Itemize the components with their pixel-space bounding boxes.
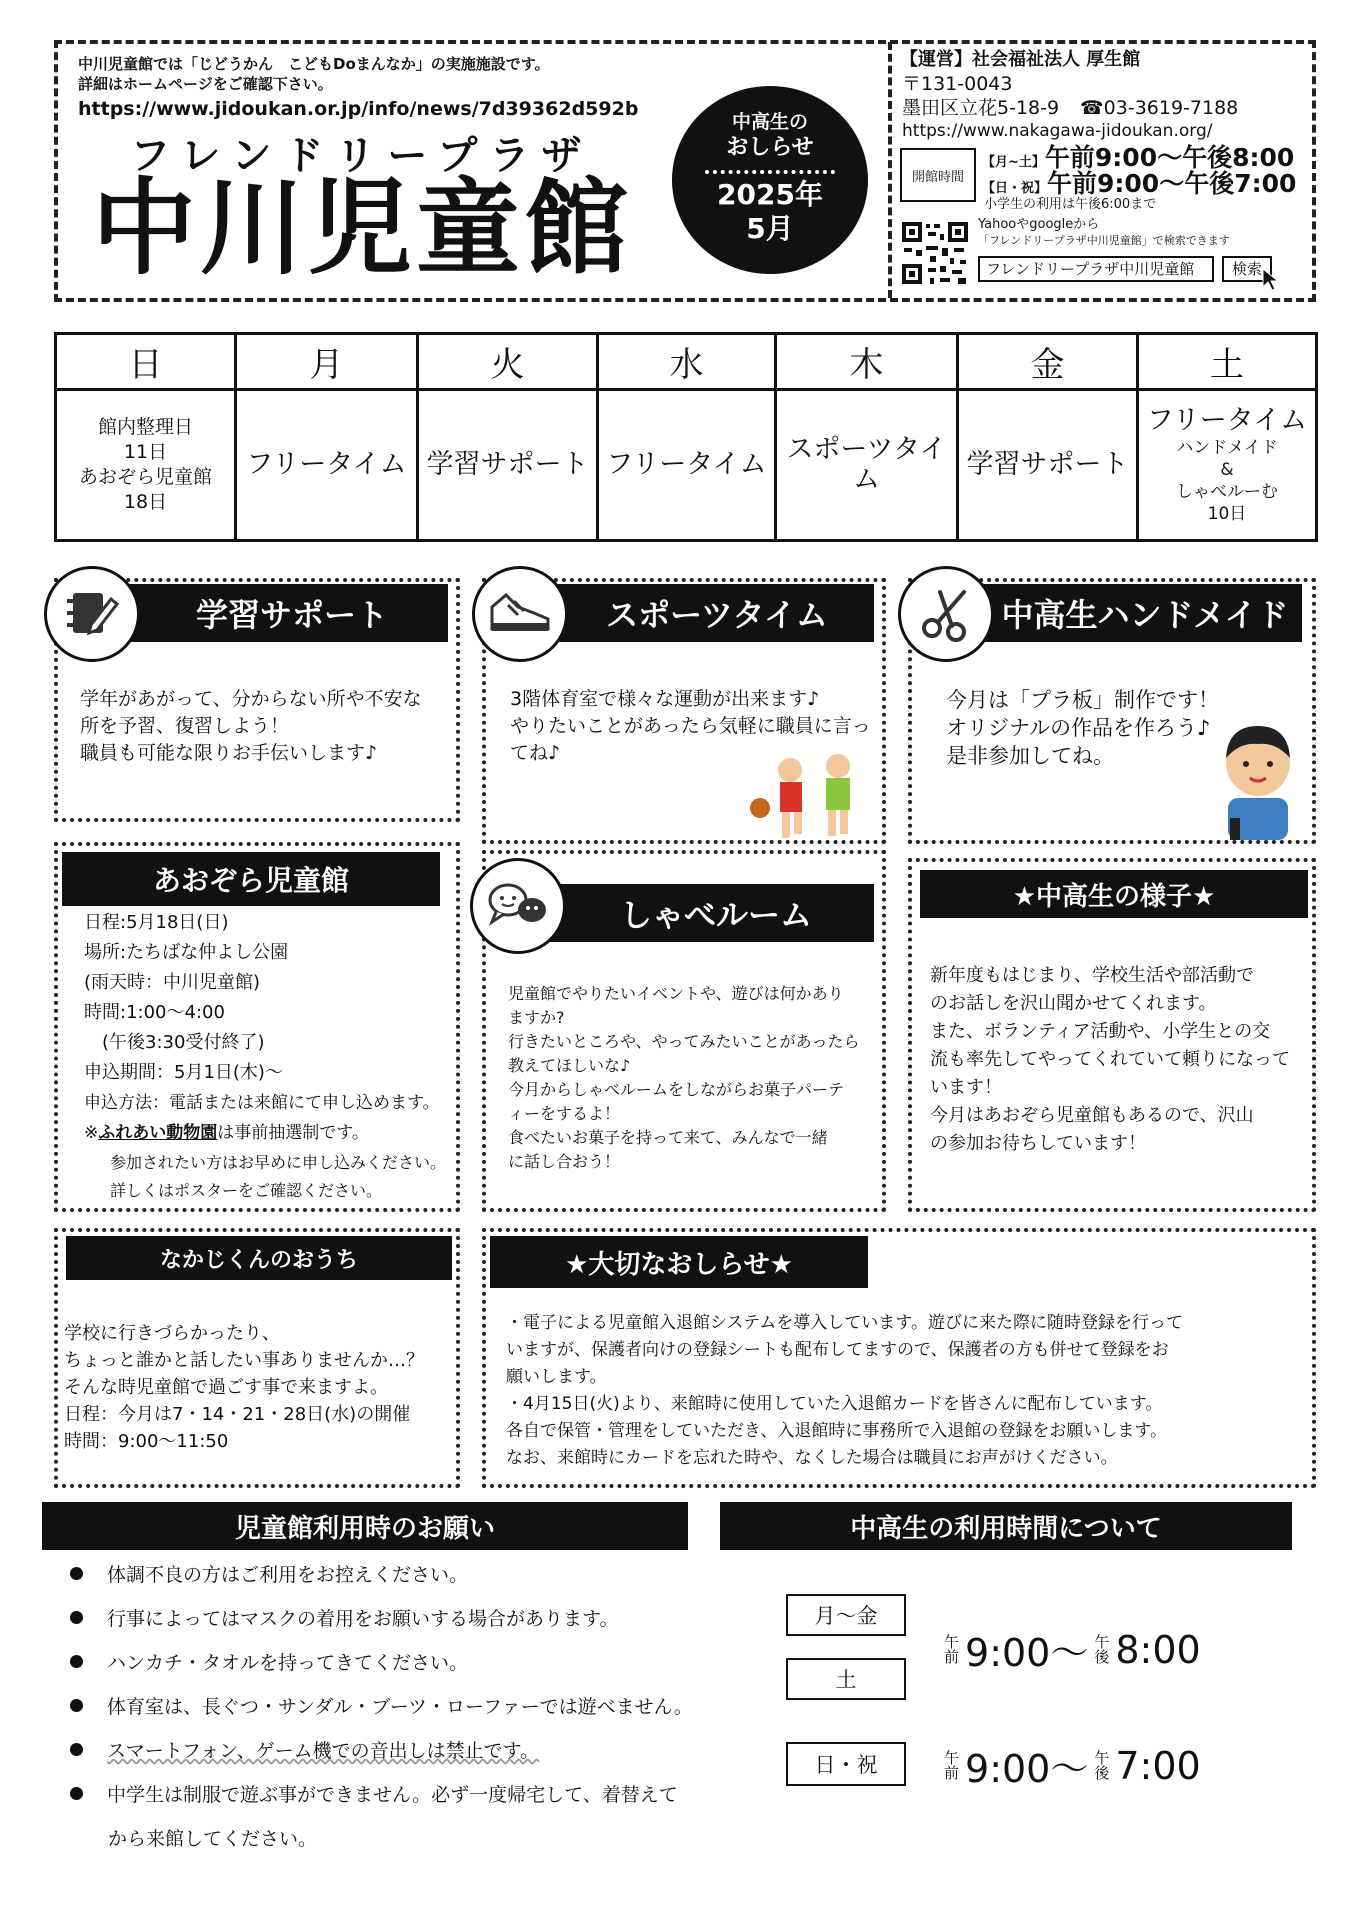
nakaji-title: なかじくんのおうち [159,1247,358,1273]
list-item [66,1604,693,1648]
aozora-line1: 日程:5月18日(日) [84,912,229,933]
aozora-line7: 申込方法：電話または来館にて申し込めます。 [84,1093,440,1113]
request-text: ハンカチ・タオルを持ってきてください。 [107,1652,469,1674]
header-notice-line1: 中川児童館では「じどうかん こどもDoまんなか」の実施施設です。 [78,55,550,73]
page-subtitle: フレンドリープラザ [130,133,594,179]
usage-sat-label [786,1658,906,1700]
important-title-bar [490,1236,868,1288]
nakaji-line2: ちょっと誰かと話したい事ありませんか…？ [64,1350,424,1371]
request-text: 行事によってはマスクの着用をお願いする場合があります。 [107,1608,619,1630]
list-item [66,1780,693,1824]
sports-text-line2: やりたいことがあったら気軽に職員に言っ [510,715,871,737]
students-line5: います！ [930,1077,1002,1098]
weekday-thu: 木 [776,334,958,390]
list-item [66,1692,693,1736]
activity-sun [56,390,236,541]
operator: 【運営】社会福祉法人 厚生館 [900,49,1141,70]
shaberoom-line6: ィーをするよ！ [508,1104,621,1123]
aozora-line6: 申込期間：5月1日(木)～ [84,1062,283,1083]
activity-sat-line1: フリータイム [1146,405,1308,436]
activity-sat-line5: 10日 [1207,504,1247,524]
weekday-wed: 水 [598,334,776,390]
search-input[interactable] [978,256,1214,282]
students-line2: のお話しを沢山聞かせてくれます。 [930,993,1217,1014]
shaberoom-line2: ますか? [508,1008,565,1027]
handmade-text-line1: 今月は「プラ板」制作です！ [946,688,1219,712]
nakaji-line1: 学校に行きづらかったり、 [64,1323,280,1344]
badge-line1: 中高生の [731,111,808,133]
activity-thu: スポーツタイム [776,390,958,541]
hours-holiday-label: 【日・祝】 [982,181,1048,196]
badge-month: 5月 [746,212,794,245]
usage-title-bar [720,1502,1292,1550]
pm-mark: 午 後 [1094,1748,1110,1782]
hours-label-box [900,148,976,202]
usage-weekday-label [786,1594,906,1636]
list-item-continuation [66,1824,693,1868]
qr-code-icon[interactable] [900,220,970,286]
requests-title: 児童館利用時のお願い [234,1513,495,1544]
page-title: 中川児童館 [92,167,633,289]
boy-crafting-illustration [1216,722,1300,840]
important-line5: 各自で保管・管理をしていただき、入退館時に事務所で入退館の登録をお願いします。 [506,1421,1167,1441]
shaberoom-line8: に話し合おう！ [508,1152,621,1171]
study-support-title: 学習サポート [195,596,388,634]
students-title: ★中高生の様子★ [1012,881,1216,912]
sports-time-title: スポーツタイム [606,596,828,634]
list-item [66,1736,693,1780]
header-notice-line2: 詳細はホームページをご確認下さい。 [78,75,333,93]
usage-time2-end: 7:00 [1115,1743,1201,1788]
cursor-icon [1262,268,1280,296]
handmade-title: 中高生ハンドメイド [1001,596,1289,634]
aozora-line5: (午後3:30受付終了) [84,1032,265,1053]
aozora-line3: (雨天時：中川児童館) [84,972,261,993]
shaberoom-title-bar [518,884,874,942]
basketball-kids-illustration [742,750,874,850]
aozora-note3: 詳しくはポスターをご確認ください。 [110,1181,383,1200]
weekly-schedule-table [54,332,1318,542]
activity-sat-line4: しゃべルーむ [1176,482,1278,502]
usage-holiday-label [786,1742,906,1786]
shaberoom-line4: 教えてほしいな♪ [508,1056,631,1075]
usage-time1-start: 9:00～ [965,1631,1089,1675]
bullet-icon [70,1567,83,1580]
hours-weekday-label: 【月~土】 [982,155,1045,170]
aozora-note1 [84,1118,369,1148]
requests-list [66,1560,693,1868]
students-title-bar [920,870,1308,918]
activity-mon: フリータイム [236,390,418,541]
handmade-title-bar [958,584,1302,642]
hours-weekday-time: 午前9:00～午後8:00 [1044,143,1295,172]
shaberoom-line1: 児童館でやりたいイベントや、遊びは何かあり [508,984,844,1003]
aozora-title-bar [62,852,440,906]
activity-sun-line2: 11日 [123,441,168,463]
phone[interactable]: ☎03-3619-7188 [1080,97,1239,119]
list-item [66,1648,693,1692]
weekday-fri: 金 [958,334,1138,390]
nakaji-line3: そんな時児童館で過ごす事で来ますよ。 [64,1377,388,1398]
request-text: 体育室は、長ぐつ・サンダル・ブーツ・ローファーでは遊べません。 [107,1696,693,1718]
am-mark: 午 前 [944,1748,960,1782]
scissors-icon [898,566,994,662]
shaberoom-line5: 今月からしゃべルームをしながらお菓子パーテ [508,1080,845,1099]
activity-fri: 学習サポート [958,390,1138,541]
chat-bubbles-icon [470,858,566,954]
handmade-text-line2: オリジナルの作品を作ろう♪ [946,716,1211,740]
aozora-note-prefix: ※ [84,1123,99,1143]
usage-sat-text: 土 [835,1668,857,1692]
bullet-icon [70,1699,83,1712]
study-support-title-bar [96,584,448,642]
shaberoom-line7: 食べたいお菓子を持って来て、みんなで一緒 [508,1128,828,1147]
weekday-activity-row [56,390,1317,541]
activity-sun-line4: 18日 [123,491,168,513]
study-text-line2: 所を予習、復習しよう！ [80,715,290,737]
usage-time1-end: 8:00 [1115,1627,1201,1672]
activity-tue: 学習サポート [418,390,598,541]
usage-holiday-text: 日・祝 [814,1753,878,1777]
sports-time-title-bar [520,584,874,642]
aozora-title: あおぞら児童館 [152,864,349,897]
aozora-line4: 時間:1:00～4:00 [84,1002,225,1023]
postal-code: 〒131-0043 [902,73,1013,95]
am-mark: 午 前 [944,1632,960,1666]
badge-year: 2025年 [717,178,823,211]
important-line6: なお、来館時にカードを忘れた時や、なくした場合は職員にお声がけください。 [506,1448,1118,1468]
important-line1: ・電子による児童館入退館システムを導入しています。遊びに来た際に随時登録を行って [506,1313,1183,1333]
badge-divider [705,170,835,174]
important-line2: いますが、保護者向けの登録シートも配布してますので、保護者の方も併せて登録をお [506,1340,1169,1360]
nakaji-title-bar [66,1236,452,1280]
usage-title: 中高生の利用時間について [850,1513,1162,1544]
request-text-cont: から来館してください。 [108,1828,318,1850]
important-line3: 願いします。 [506,1367,607,1387]
nakaji-line4: 日程：今月は7・14・21・28日(水)の開催 [64,1404,411,1425]
request-text: スマートフォン、ゲーム機での音出しは禁止です。 [107,1740,540,1762]
search-hint1: Yahooやgoogleから [978,217,1100,232]
activity-sun-line1: 館内整理日 [97,416,193,438]
search-hint2: 「フレンドリープラザ中川児童館」で検索できます [978,234,1230,247]
pm-mark: 午 後 [1094,1632,1110,1666]
students-line1: 新年度もはじまり、学校生活や部活動で [930,965,1254,986]
activity-wed: フリータイム [598,390,776,541]
usage-time-weekday [938,1622,1201,1677]
badge-line2: おしらせ [726,135,814,160]
weekday-sat: 土 [1138,334,1317,390]
search-button-label: 検索 [1231,260,1262,278]
usage-weekday-text: 月～金 [814,1604,878,1628]
usage-time2-start: 9:00～ [965,1747,1089,1791]
request-text: 中学生は制服で遊ぶ事ができません。必ず一度帰宅して、着替えて [107,1784,678,1806]
header-notice-url[interactable]: https://www.jidoukan.or.jp/info/news/7d39362d592b [78,98,639,120]
header-divider [888,42,892,298]
shaberoom-line3: 行きたいところや、やってみたいことがあったら [508,1032,860,1051]
bullet-icon [70,1611,83,1624]
shoe-icon [472,566,568,662]
important-title: ★大切なおしらせ★ [565,1249,793,1280]
website[interactable]: https://www.nakagawa-jidoukan.org/ [902,121,1213,141]
students-line6: 今月はあおぞら児童館もあるので、沢山 [930,1105,1254,1126]
hours-note: 小学生の利用は午後6:00まで [984,197,1157,212]
weekday-tue: 火 [418,334,598,390]
month-badge [672,86,868,274]
students-line3: また、ボランティア活動や、小学生との交 [930,1021,1271,1042]
activity-sat-line3: & [1220,460,1234,480]
weekday-mon: 月 [236,334,418,390]
important-line4: ・4月15日(火)より、来館時に使用していた入退館カードを皆さんに配布しています。 [506,1394,1163,1414]
handmade-text-line3: 是非参加してね。 [946,744,1114,768]
bullet-icon [70,1655,83,1668]
students-line4: 流も率先してやってくれていて頼りになって [930,1049,1290,1070]
usage-time-holiday [938,1738,1201,1793]
address: 墨田区立花5-18-9 [902,97,1060,119]
hours-holiday-time: 午前9:00～午後7:00 [1047,169,1297,198]
sports-text-line3: てね♪ [510,742,561,764]
nakaji-line5: 時間：9:00～11:50 [64,1431,229,1452]
search-query: フレンドリープラザ中川児童館 [986,260,1195,278]
activity-sun-line3: あおぞら児童館 [78,466,212,488]
requests-title-bar [42,1502,688,1550]
activity-sat-line2: ハンドメイド [1176,438,1278,458]
activity-sat [1138,390,1317,541]
bullet-icon [70,1743,83,1756]
aozora-note2: 参加されたい方はお早めに申し込みください。 [110,1153,447,1172]
weekday-sun: 日 [56,334,236,390]
shaberoom-title: しゃべルーム [619,896,812,934]
study-text-line1: 学年があがって、分からない所や不安な [80,688,422,710]
aozora-note-rest: は事前抽選制です。 [217,1123,369,1143]
list-item [66,1560,693,1604]
bullet-icon [70,1787,83,1800]
sports-text-line1: 3階体育室で様々な運動が出来ます♪ [510,688,820,710]
aozora-note-strong: ふれあい動物園 [98,1123,218,1143]
study-text-line3: 職員も可能な限りお手伝いします♪ [80,742,378,764]
pencil-icon [44,566,140,662]
students-line7: の参加お待ちしています！ [930,1133,1146,1154]
aozora-line2: 場所:たちばな仲よし公園 [84,942,289,963]
weekday-header-row [56,334,1317,390]
request-text: 体調不良の方はご利用をお控えください。 [107,1564,469,1586]
hours-label: 開館時間 [911,169,964,185]
